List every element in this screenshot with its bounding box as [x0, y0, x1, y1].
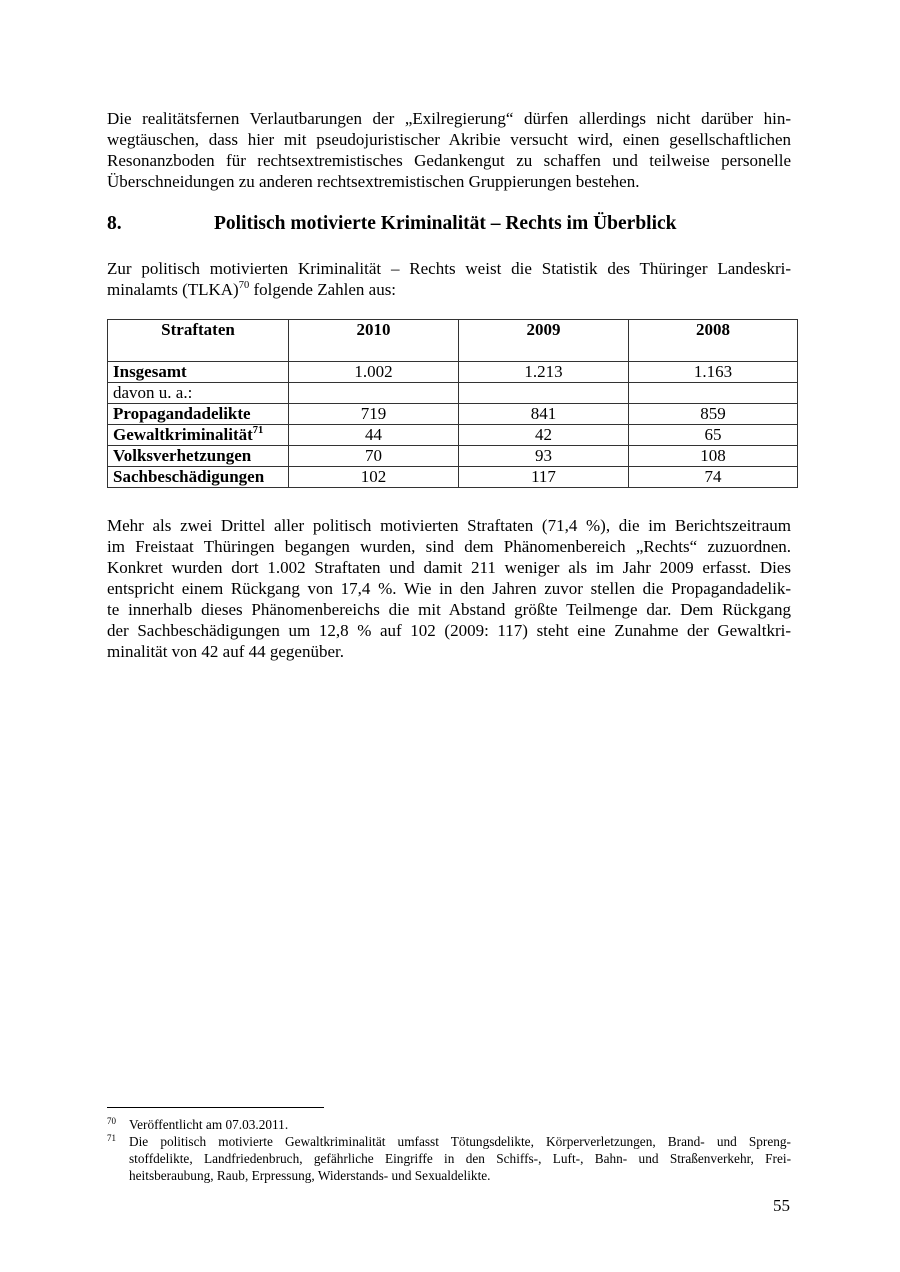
intro-line: Die realitätsfernen Verlautbarungen der „Exilregierung“ dürfen allerdings nicht darüber hin- [107, 109, 791, 128]
cell-value [459, 383, 629, 404]
cell-value: 102 [289, 467, 459, 488]
lead-paragraph [107, 258, 791, 300]
summary-line: im Freistaat Thüringen begangen wurden, sind dem Phänomenbereich „Rechts“ zuzuordnen. [107, 537, 791, 556]
table-row [108, 446, 798, 467]
cell-value: 841 [459, 404, 629, 425]
cell-value: 42 [459, 425, 629, 446]
lead-line: Zur politisch motivierten Kriminalität – Rechts weist die Statistik des Thüringer Landeskri- [107, 259, 791, 278]
summary-line: der Sachbeschädigungen um 12,8 % auf 102 (2009: 117) steht eine Zunahme der Gewaltkri- [107, 621, 791, 640]
summary-line: Mehr als zwei Drittel aller politisch motivierten Straftaten (71,4 %), die im Berichtszeitraum [107, 516, 791, 535]
intro-line: wegtäuschen, dass hier mit pseudojuristischer Akribie versucht wird, einen gesellschaftlichen [107, 130, 791, 149]
page-number: 55 [773, 1196, 790, 1215]
footnote-ref-71: 71 [252, 425, 264, 436]
footnote-mark: 70 [107, 1116, 116, 1126]
column-header: 2010 [289, 320, 459, 362]
footnote-text [129, 1133, 791, 1184]
footnote-line: Veröffentlicht am 07.03.2011. [129, 1117, 289, 1132]
row-label: Propagandadelikte [108, 404, 289, 425]
row-label: Sachbeschädigungen [108, 467, 289, 488]
section-title: Politisch motivierte Kriminalität – Rechts im Überblick [214, 213, 677, 234]
footnote-ref-70: 70 [238, 280, 250, 291]
cell-value: 859 [629, 404, 798, 425]
table-header-row [108, 320, 798, 362]
column-header: 2009 [459, 320, 629, 362]
cell-value: 74 [629, 467, 798, 488]
cell-value: 70 [289, 446, 459, 467]
cell-value: 65 [629, 425, 798, 446]
footnote-71 [107, 1133, 791, 1184]
cell-value: 1.213 [459, 362, 629, 383]
summary-line: Konkret wurden dort 1.002 Straftaten und damit 211 weniger als im Jahr 2009 erfasst. Dies [107, 558, 791, 577]
table-row [108, 467, 798, 488]
lead-line-text: folgende Zahlen aus: [249, 280, 397, 299]
summary-line: entspricht einem Rückgang von 17,4 %. Wie in den Jahren zuvor stellen die Propagandadelik- [107, 579, 791, 598]
summary-paragraph [107, 515, 791, 662]
cell-value: 44 [289, 425, 459, 446]
intro-line: Überschneidungen zu anderen rechtsextremistischen Gruppierungen bestehen. [107, 172, 640, 191]
footnote-line: heitsberaubung, Raub, Erpressung, Widerstands- und Sexualdelikte. [129, 1168, 491, 1183]
cell-value: 719 [289, 404, 459, 425]
table-row [108, 404, 798, 425]
footnote-mark: 71 [107, 1133, 116, 1143]
cell-value: 93 [459, 446, 629, 467]
cell-value: 1.163 [629, 362, 798, 383]
cell-value: 1.002 [289, 362, 459, 383]
footnote-70 [107, 1116, 791, 1133]
cell-value: 108 [629, 446, 798, 467]
row-label [108, 425, 289, 446]
lead-line-text: minalamts (TLKA) [107, 280, 239, 299]
cell-value [289, 383, 459, 404]
row-label: Insgesamt [108, 362, 289, 383]
crime-statistics-table [107, 319, 798, 488]
column-header: Straftaten [108, 320, 289, 362]
summary-line: te innerhalb dieses Phänomenbereichs die mit Abstand größte Teilmenge dar. Dem Rückgang [107, 600, 791, 619]
footnote-text [129, 1116, 791, 1133]
table-row [108, 425, 798, 446]
intro-line: Resonanzboden für rechtsextremistisches Gedankengut zu schaffen und teilweise personelle [107, 151, 791, 170]
table-row [108, 383, 798, 404]
row-label: davon u. a.: [108, 383, 289, 404]
cell-value [629, 383, 798, 404]
row-label: Volksverhetzungen [108, 446, 289, 467]
cell-value: 117 [459, 467, 629, 488]
lead-line [107, 279, 791, 300]
summary-line: minalität von 42 auf 44 gegenüber. [107, 642, 344, 661]
table-row [108, 362, 798, 383]
footnote-separator [107, 1107, 324, 1108]
footnote-line: Die politisch motivierte Gewaltkriminalität umfasst Tötungsdelikte, Körperverletzungen, Brand- und Spreng- [129, 1134, 791, 1149]
column-header: 2008 [629, 320, 798, 362]
intro-paragraph [107, 108, 791, 192]
row-label-text: Gewaltkriminalität [113, 425, 253, 444]
footnote-line: stoffdelikte, Landfriedenbruch, gefährliche Eingriffe in den Schiffs-, Luft-, Bahn- und Straßenverkehr, Frei- [129, 1151, 791, 1166]
section-number: 8. [107, 213, 122, 234]
